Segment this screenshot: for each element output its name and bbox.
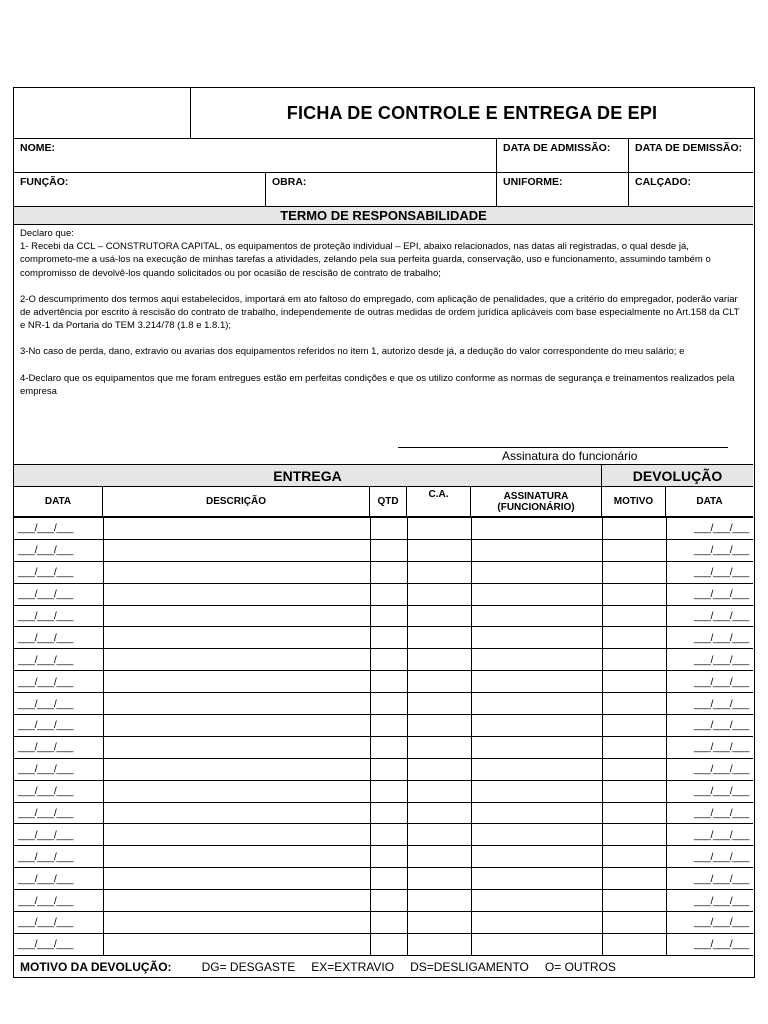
- calcado-field[interactable]: CALÇADO:: [635, 176, 691, 188]
- col-assinatura-line1: ASSINATURA: [503, 490, 569, 502]
- entrega-date-cell[interactable]: ___/___/___: [14, 693, 103, 715]
- motivo-cell[interactable]: [602, 671, 666, 693]
- ca-cell[interactable]: [407, 912, 471, 934]
- table-row: [14, 715, 753, 737]
- motivo-cell[interactable]: [602, 802, 666, 824]
- assinatura-cell[interactable]: [471, 605, 602, 627]
- table-row: [14, 780, 753, 802]
- qtd-cell[interactable]: [370, 715, 407, 737]
- table-row: [14, 758, 753, 780]
- legend-label: MOTIVO DA DEVOLUÇÃO:: [20, 960, 172, 974]
- devolucao-date-cell[interactable]: ___/___/___: [666, 693, 753, 715]
- entrega-date-cell[interactable]: ___/___/___: [14, 780, 103, 802]
- devolucao-date-cell[interactable]: ___/___/___: [666, 824, 753, 846]
- qtd-cell[interactable]: [370, 671, 407, 693]
- table-row: [14, 671, 753, 693]
- descricao-cell[interactable]: [103, 802, 370, 824]
- motivo-cell[interactable]: [602, 561, 666, 583]
- assinatura-cell[interactable]: [471, 539, 602, 561]
- qtd-cell[interactable]: [370, 649, 407, 671]
- qtd-cell[interactable]: [370, 802, 407, 824]
- col-qtd: QTD: [370, 487, 407, 516]
- entrega-date-cell[interactable]: ___/___/___: [14, 868, 103, 890]
- entrega-date-cell[interactable]: ___/___/___: [14, 518, 103, 540]
- descricao-cell[interactable]: [103, 824, 370, 846]
- assinatura-cell[interactable]: [471, 780, 602, 802]
- ca-cell[interactable]: [407, 649, 471, 671]
- assinatura-cell[interactable]: [471, 846, 602, 868]
- entrega-date-cell[interactable]: ___/___/___: [14, 715, 103, 737]
- qtd-cell[interactable]: [370, 518, 407, 540]
- qtd-cell[interactable]: [370, 824, 407, 846]
- devolucao-date-cell[interactable]: ___/___/___: [666, 539, 753, 561]
- qtd-cell[interactable]: [370, 758, 407, 780]
- entrega-date-cell[interactable]: ___/___/___: [14, 605, 103, 627]
- entrega-date-cell[interactable]: ___/___/___: [14, 933, 103, 955]
- entrega-date-cell[interactable]: ___/___/___: [14, 912, 103, 934]
- ca-cell[interactable]: [407, 758, 471, 780]
- table-row: [14, 693, 753, 715]
- table-row: [14, 649, 753, 671]
- ca-cell[interactable]: [407, 715, 471, 737]
- table-row: [14, 824, 753, 846]
- ca-cell[interactable]: [407, 627, 471, 649]
- col-data-devolucao: DATA: [696, 496, 723, 507]
- col-descricao: DESCRIÇÃO: [103, 487, 370, 516]
- table-row: [14, 627, 753, 649]
- motivo-cell[interactable]: [602, 518, 666, 540]
- col-data: DATA: [14, 487, 103, 516]
- assinatura-cell[interactable]: [471, 693, 602, 715]
- assinatura-cell[interactable]: [471, 824, 602, 846]
- legend-ex: EX=EXTRAVIO: [311, 960, 395, 974]
- qtd-cell[interactable]: [370, 736, 407, 758]
- devolucao-date-cell[interactable]: ___/___/___: [666, 715, 753, 737]
- devolucao-date-cell[interactable]: ___/___/___: [666, 518, 753, 540]
- entrega-date-cell[interactable]: ___/___/___: [14, 627, 103, 649]
- termo-text: [14, 225, 753, 465]
- descricao-cell[interactable]: [103, 890, 370, 912]
- obra-field[interactable]: OBRA:: [266, 173, 497, 206]
- ca-cell[interactable]: [407, 824, 471, 846]
- entrega-date-cell[interactable]: ___/___/___: [14, 583, 103, 605]
- descricao-cell[interactable]: [103, 605, 370, 627]
- entrega-date-cell[interactable]: ___/___/___: [14, 802, 103, 824]
- entrega-date-cell[interactable]: ___/___/___: [14, 649, 103, 671]
- descricao-cell[interactable]: [103, 780, 370, 802]
- assinatura-cell[interactable]: [471, 912, 602, 934]
- qtd-cell[interactable]: [370, 561, 407, 583]
- assinatura-cell[interactable]: [471, 671, 602, 693]
- devolution-legend: [20, 957, 616, 977]
- qtd-cell[interactable]: [370, 868, 407, 890]
- qtd-cell[interactable]: [370, 605, 407, 627]
- descricao-cell[interactable]: [103, 649, 370, 671]
- qtd-cell[interactable]: [370, 912, 407, 934]
- motivo-cell[interactable]: [602, 693, 666, 715]
- table-row: [14, 561, 753, 583]
- epi-table: [14, 517, 753, 956]
- legend-ds: DS=DESLIGAMENTO: [410, 960, 529, 974]
- devolucao-date-cell[interactable]: ___/___/___: [666, 736, 753, 758]
- table-row: [14, 868, 753, 890]
- termo-item-4: 4-Declaro que os equipamentos que me foram entregues estão em perfeitas condições e que os utilizo conforme as normas de segurança e treinamentos realizados pela empresa: [20, 372, 735, 397]
- epi-control-form: [13, 87, 755, 978]
- devolucao-date-cell[interactable]: ___/___/___: [666, 890, 753, 912]
- col-motivo: MOTIVO: [602, 487, 666, 516]
- termo-intro: Declaro que:: [20, 228, 74, 239]
- motivo-cell[interactable]: [602, 649, 666, 671]
- ca-cell[interactable]: [407, 780, 471, 802]
- job-row: [14, 173, 753, 207]
- descricao-cell[interactable]: [103, 715, 370, 737]
- devolucao-date-cell[interactable]: ___/___/___: [666, 561, 753, 583]
- descricao-cell[interactable]: [103, 846, 370, 868]
- table-row: [14, 583, 753, 605]
- descricao-cell[interactable]: [103, 912, 370, 934]
- descricao-cell[interactable]: [103, 627, 370, 649]
- assinatura-cell[interactable]: [471, 649, 602, 671]
- assinatura-cell[interactable]: [471, 758, 602, 780]
- descricao-cell[interactable]: [103, 518, 370, 540]
- ca-cell[interactable]: [407, 846, 471, 868]
- assinatura-cell[interactable]: [471, 583, 602, 605]
- motivo-cell[interactable]: [602, 583, 666, 605]
- descricao-cell[interactable]: [103, 561, 370, 583]
- termo-heading: TERMO DE RESPONSABILIDADE: [14, 207, 753, 225]
- signature-label: Assinatura do funcionário: [502, 449, 638, 463]
- ca-cell[interactable]: [407, 736, 471, 758]
- ca-cell[interactable]: [407, 539, 471, 561]
- legend-dg: DG= DESGASTE: [201, 960, 296, 974]
- assinatura-cell[interactable]: [471, 627, 602, 649]
- motivo-cell[interactable]: [602, 912, 666, 934]
- col-assinatura: [471, 487, 602, 516]
- entrega-heading: ENTREGA: [14, 465, 602, 487]
- assinatura-cell[interactable]: [471, 802, 602, 824]
- descricao-cell[interactable]: [103, 539, 370, 561]
- assinatura-cell[interactable]: [471, 933, 602, 955]
- descricao-cell[interactable]: [103, 868, 370, 890]
- ca-cell[interactable]: [407, 561, 471, 583]
- descricao-cell[interactable]: [103, 736, 370, 758]
- entrega-date-cell[interactable]: ___/___/___: [14, 890, 103, 912]
- descricao-cell[interactable]: [103, 933, 370, 955]
- qtd-cell[interactable]: [370, 539, 407, 561]
- ca-cell[interactable]: [407, 693, 471, 715]
- ca-cell[interactable]: [407, 605, 471, 627]
- ca-cell[interactable]: [407, 583, 471, 605]
- table-row: [14, 890, 753, 912]
- entrega-date-cell[interactable]: ___/___/___: [14, 736, 103, 758]
- entrega-date-cell[interactable]: ___/___/___: [14, 824, 103, 846]
- motivo-cell[interactable]: [602, 758, 666, 780]
- entrega-date-cell[interactable]: ___/___/___: [14, 846, 103, 868]
- descricao-cell[interactable]: [103, 758, 370, 780]
- table-row: [14, 802, 753, 824]
- devolucao-date-cell[interactable]: ___/___/___: [666, 671, 753, 693]
- assinatura-cell[interactable]: [471, 518, 602, 540]
- motivo-cell[interactable]: [602, 539, 666, 561]
- qtd-cell[interactable]: [370, 780, 407, 802]
- table-row: [14, 846, 753, 868]
- assinatura-cell[interactable]: [471, 561, 602, 583]
- table-row: [14, 539, 753, 561]
- ca-cell[interactable]: [407, 802, 471, 824]
- ca-cell[interactable]: [407, 518, 471, 540]
- table-row: [14, 933, 753, 955]
- motivo-cell[interactable]: [602, 780, 666, 802]
- funcao-field[interactable]: FUNÇÃO:: [14, 173, 266, 206]
- motivo-cell[interactable]: [602, 890, 666, 912]
- nome-field[interactable]: NOME:: [14, 139, 497, 172]
- column-headers: [14, 487, 753, 517]
- qtd-cell[interactable]: [370, 583, 407, 605]
- ca-cell[interactable]: [407, 671, 471, 693]
- motivo-cell[interactable]: [602, 736, 666, 758]
- motivo-cell[interactable]: [602, 605, 666, 627]
- descricao-cell[interactable]: [103, 671, 370, 693]
- termo-item-3: 3-No caso de perda, dano, extravio ou avarias dos equipamentos referidos no item 1, autorizo desde já, a dedução do valor correspondente do meu salário; e: [20, 346, 685, 358]
- devolucao-date-cell[interactable]: ___/___/___: [666, 933, 753, 955]
- assinatura-cell[interactable]: [471, 868, 602, 890]
- motivo-cell[interactable]: [602, 824, 666, 846]
- devolucao-date-cell[interactable]: ___/___/___: [666, 649, 753, 671]
- descricao-cell[interactable]: [103, 693, 370, 715]
- table-row: [14, 518, 753, 540]
- devolucao-date-cell[interactable]: ___/___/___: [666, 758, 753, 780]
- ca-cell[interactable]: [407, 933, 471, 955]
- assinatura-cell[interactable]: [471, 715, 602, 737]
- devolucao-date-cell[interactable]: ___/___/___: [666, 846, 753, 868]
- table-row: [14, 912, 753, 934]
- legend-o: O= OUTROS: [544, 960, 616, 974]
- entrega-date-cell[interactable]: ___/___/___: [14, 561, 103, 583]
- assinatura-cell[interactable]: [471, 736, 602, 758]
- devolucao-date-cell[interactable]: ___/___/___: [666, 802, 753, 824]
- devolucao-date-cell[interactable]: ___/___/___: [666, 583, 753, 605]
- devolucao-date-cell[interactable]: ___/___/___: [666, 780, 753, 802]
- qtd-cell[interactable]: [370, 627, 407, 649]
- qtd-cell[interactable]: [370, 890, 407, 912]
- table-row: [14, 736, 753, 758]
- form-header: [14, 88, 753, 139]
- motivo-cell[interactable]: [602, 933, 666, 955]
- termo-item-1: 1- Recebi da CCL – CONSTRUTORA CAPITAL, os equipamentos de proteção individual – EPI, abaixo relacionados, nas datas ali registradas, o qual desde já, comprometo-me a usá-los na execução de minhas tarefas a atividades, zelando pela sua perfeita guarda, conservação, uso e funcionamento, assumindo também o compromisso de devolvê-los quando solicitados ou por ocasião de rescisão de contrato de trabalho;: [20, 241, 711, 279]
- col-ca: C.A.: [407, 487, 471, 516]
- data-demissao-field[interactable]: DATA DE DEMISSÃO:: [635, 142, 743, 154]
- table-row: [14, 605, 753, 627]
- assinatura-cell[interactable]: [471, 890, 602, 912]
- qtd-cell[interactable]: [370, 693, 407, 715]
- motivo-cell[interactable]: [602, 715, 666, 737]
- form-title: FICHA DE CONTROLE E ENTREGA DE EPI: [286, 102, 658, 123]
- signature-line[interactable]: [398, 447, 728, 448]
- entrega-date-cell[interactable]: ___/___/___: [14, 671, 103, 693]
- motivo-cell[interactable]: [602, 627, 666, 649]
- col-assinatura-line2: (FUNCIONÁRIO): [497, 501, 575, 513]
- devolucao-date-cell[interactable]: ___/___/___: [666, 605, 753, 627]
- entrega-date-cell[interactable]: ___/___/___: [14, 539, 103, 561]
- ca-cell[interactable]: [407, 890, 471, 912]
- devolucao-date-cell[interactable]: ___/___/___: [666, 868, 753, 890]
- employee-row: [14, 139, 753, 173]
- uniforme-field[interactable]: UNIFORME:: [497, 173, 629, 206]
- ca-cell[interactable]: [407, 868, 471, 890]
- descricao-cell[interactable]: [103, 583, 370, 605]
- data-admissao-field[interactable]: DATA DE ADMISSÃO:: [497, 139, 629, 172]
- motivo-cell[interactable]: [602, 868, 666, 890]
- termo-item-2: 2-O descumprimento dos termos aqui estabelecidos, importará em ato faltoso do empregado, com aplicação de penalidades, que a critério do empregador, poderão variar de advertência por escrito à rescisão do contrato de trabalho, independemente de outras medidas de ordem jurídica aplicáveis com base especialmente no Art.158 da CLT e NR-1 da Portaria do TEM 3.214/78 (1.8 e 1.8.1);: [20, 293, 740, 332]
- devolucao-heading: DEVOLUÇÃO: [602, 465, 753, 487]
- motivo-cell[interactable]: [602, 846, 666, 868]
- qtd-cell[interactable]: [370, 846, 407, 868]
- qtd-cell[interactable]: [370, 933, 407, 955]
- logo-area: [14, 88, 191, 138]
- entrega-date-cell[interactable]: ___/___/___: [14, 758, 103, 780]
- devolucao-date-cell[interactable]: ___/___/___: [666, 912, 753, 934]
- devolucao-date-cell[interactable]: ___/___/___: [666, 627, 753, 649]
